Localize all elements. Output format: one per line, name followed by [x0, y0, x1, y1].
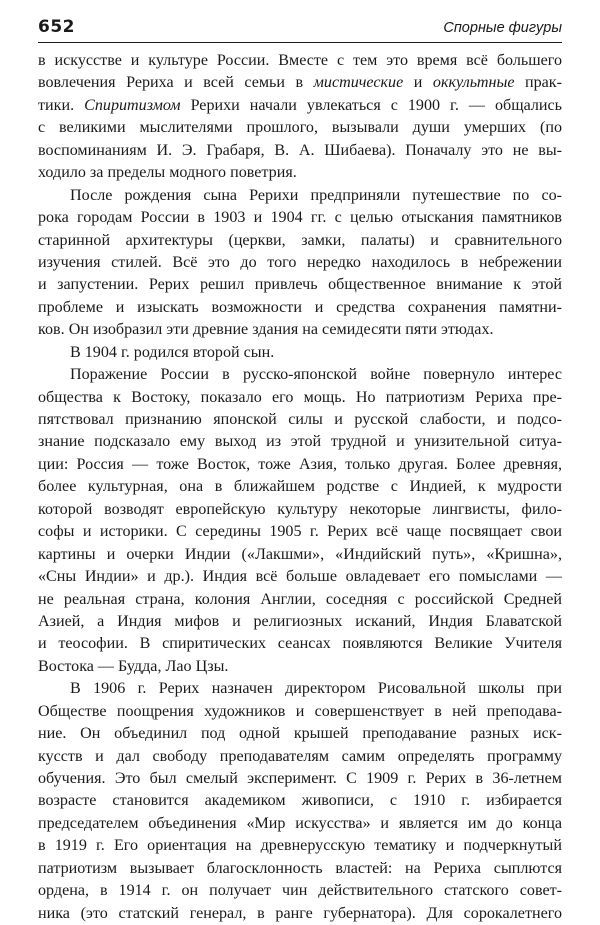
- text-line: [38, 72, 562, 94]
- text-segment: прак-: [514, 74, 562, 92]
- text-line: [38, 723, 562, 745]
- text-segment: Азией, а Индия мифов и религиозных исканий, Индия Блаватской: [38, 612, 562, 630]
- text-line: [38, 95, 562, 117]
- text-line: [38, 499, 562, 521]
- text-line: [38, 230, 562, 252]
- text-segment: пятствовал признанию японской силы и русской слабости, и подсо-: [38, 411, 562, 428]
- page-header: [38, 16, 562, 43]
- text-line: [38, 611, 562, 633]
- text-segment: в 1919 г. Его ориентация на древнерусскую тематику и подчеркнутый: [38, 837, 562, 855]
- text-segment: старинной архитектуры (церкви, замки, палаты) и сравнительного: [38, 231, 562, 249]
- text-segment: В 1904 г. родился второй сын.: [70, 343, 275, 361]
- text-segment: и: [403, 74, 433, 92]
- text-segment: ние. Он объединил под одной крышей преподавание разных иск-: [38, 725, 562, 743]
- text-segment: ков. Он изобразил эти древние здания на семидесяти пяти этюдах.: [38, 321, 494, 339]
- text-line: [38, 903, 562, 925]
- body-text: [38, 50, 562, 925]
- running-title: Спорные фигуры: [443, 20, 562, 36]
- text-line: [38, 252, 562, 274]
- text-segment: ции: Россия — тоже Восток, тоже Азия, только другая. Более древняя,: [38, 455, 562, 473]
- text-line: [38, 813, 562, 835]
- text-line: [38, 140, 562, 162]
- italic-term: Спиритизмом: [84, 96, 181, 114]
- text-line: [38, 656, 562, 678]
- text-segment: возрасте становится академиком живописи, с 1910 г. избирается: [38, 792, 562, 810]
- text-line: [38, 701, 562, 723]
- text-segment: ходило за пределы модного поветрия.: [38, 164, 297, 182]
- text-segment: Обществе поощрения художников и совершенствует в ней преподава-: [38, 702, 562, 720]
- text-segment: общества к Востоку, показало его мощь. Но патриотизм Рериха пре-: [38, 388, 562, 406]
- text-line: [38, 746, 562, 768]
- text-segment: не реальная страна, колония Англии, соседняя с российской Средней: [38, 590, 562, 608]
- text-segment: «Сны Индии» и др.). Индия всё больше овладевает его помыслами —: [38, 568, 562, 586]
- text-line: [38, 387, 562, 409]
- text-line: [38, 50, 562, 72]
- text-segment: Поражение России в русско-японской войне повернуло интерес: [70, 366, 562, 384]
- italic-term: оккультные: [432, 74, 515, 92]
- text-line: [38, 207, 562, 229]
- text-segment: После рождения сына Рерихи предприняли путешествие по со-: [70, 186, 562, 204]
- text-segment: проблеме и изыскать возможности и средства сохранения памятни-: [38, 298, 562, 316]
- text-segment: в искусстве и культуре России. Вместе с тем это время всё большего: [38, 52, 562, 69]
- text-line: [38, 274, 562, 296]
- text-line: [38, 544, 562, 566]
- text-line: [38, 319, 562, 341]
- text-segment: знание подсказало ему выход из этой трудной и унизительной ситуа-: [38, 433, 562, 451]
- text-line: [38, 476, 562, 498]
- text-segment: картины и очерки Индии («Лакшми», «Индийский путь», «Кришна»,: [38, 545, 562, 563]
- text-line: [38, 117, 562, 139]
- text-segment: которой возводят европейскую культуру некоторые лингвисты, фило-: [38, 500, 562, 518]
- text-line: [38, 454, 562, 476]
- text-segment: куcств и дал свободу преподавателям самим определять программу: [38, 747, 562, 765]
- text-line: [38, 162, 562, 184]
- text-line: [38, 185, 562, 207]
- text-line: [38, 835, 562, 857]
- text-line: [38, 342, 562, 364]
- text-line: [38, 678, 562, 700]
- text-segment: более культурная, она в ближайшем родстве с Индией, к мудрости: [38, 478, 562, 496]
- text-segment: Востока — Будда, Лао Цзы.: [38, 657, 229, 675]
- text-segment: патриотизм вызывает благосклонность властей: на Рериха сыплются: [38, 859, 562, 877]
- text-segment: изучения стилей. Всё это до того нередко находилось в небрежении: [38, 253, 562, 271]
- text-segment: Рерихи начали увлекаться с 1900 г. — общались: [180, 96, 562, 114]
- text-segment: с великими мыслителями прошлого, вызывали души умерших (по: [38, 119, 562, 137]
- page-number: 652: [38, 17, 75, 37]
- text-segment: В 1906 г. Рерих назначен директором Рисовальной школы при: [70, 680, 562, 698]
- text-line: [38, 364, 562, 386]
- text-line: [38, 431, 562, 453]
- text-segment: и запустении. Рерих решил привлечь общественное внимание к этой: [38, 276, 562, 294]
- text-segment: обучения. Это был смелый эксперимент. С 1909 г. Рерих в 36-летнем: [38, 770, 562, 787]
- text-line: [38, 566, 562, 588]
- text-line: [38, 409, 562, 431]
- text-segment: председателем объединения «Мир искусства» и является им до конца: [38, 814, 562, 832]
- text-line: [38, 858, 562, 880]
- italic-term: мистические: [313, 74, 404, 92]
- text-line: [38, 790, 562, 812]
- text-segment: тики.: [38, 96, 85, 114]
- text-line: [38, 880, 562, 902]
- text-line: [38, 297, 562, 319]
- text-line: [38, 768, 562, 790]
- text-segment: ника (это статский генерал, в ранге губернатора). Для сорокалетнего: [38, 904, 562, 922]
- text-segment: софы и историки. С середины 1905 г. Рерих всё чаще посвящает свои: [38, 523, 562, 541]
- text-segment: вовлечения Рериха и всей семьи в: [38, 74, 314, 92]
- text-segment: рока городам России в 1903 и 1904 гг. с целью отыскания памятников: [38, 209, 562, 227]
- text-line: [38, 633, 562, 655]
- text-segment: воспоминаниям И. Э. Грабаря, В. А. Шибаева). Поначалу это не вы-: [38, 141, 562, 159]
- text-segment: ордена, в 1914 г. он получает чин действительного статского совет-: [38, 882, 562, 900]
- text-line: [38, 589, 562, 611]
- text-segment: и теософии. В спиритических сеансах появляются Великие Учителя: [38, 635, 562, 653]
- text-line: [38, 521, 562, 543]
